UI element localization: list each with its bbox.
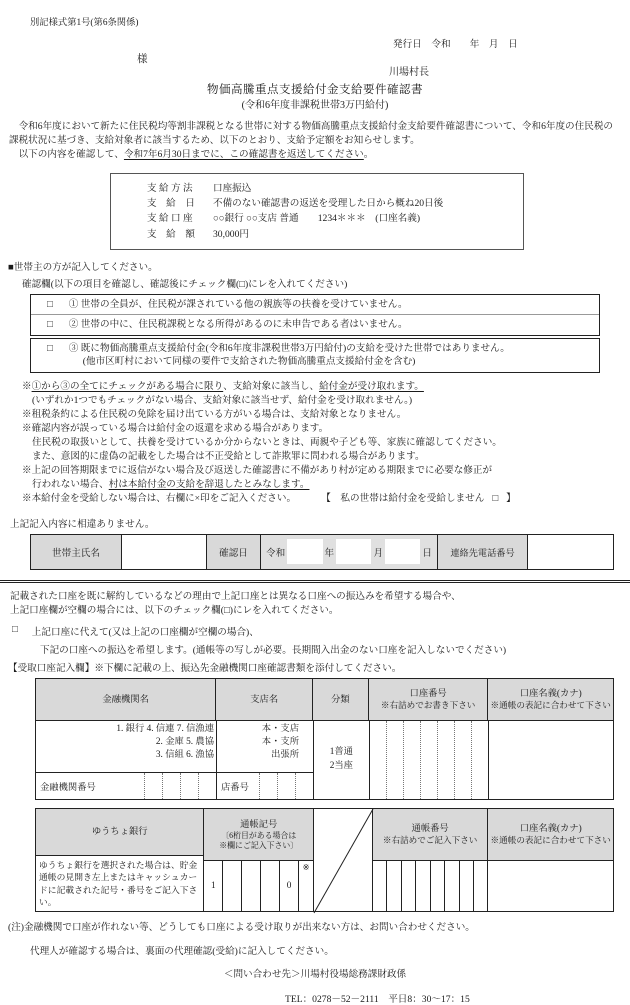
checklist-item-3-line1: ③ 既に物価高騰重点支援給付金(令和6年度非課税世帯3万円給付)の支給を受けた世帯ではありません。 [68, 342, 510, 354]
account-number-header: 口座番号 ※右詰めでお書き下さい [368, 679, 488, 720]
yucho-instruction: ゆうちょ銀行を選択された場合は、貯金通帳の見開き左上またはキャッシュカードに記載された記号・番号をご記入下さい。 [39, 860, 198, 908]
yucho-bank-table [35, 808, 614, 912]
payment-account-row [147, 211, 519, 226]
payment-method-label: 支 給 方 法 [147, 182, 193, 194]
contact-phone: TEL：0278－52－2111 平日8：30～17：15 [285, 994, 470, 1005]
note-eligibility-sub: (いずれか1つでもチェックがない場合、支給対象に該当せず、給付金を受け取れません。) [32, 394, 413, 406]
note-deadline-2: 行われない場合、村は本給付金の支給を辞退したとみなします。 [32, 478, 310, 490]
confirmation-checklist [30, 294, 600, 373]
transfer-paragraph-1: 記載された口座を既に解約しているなどの理由で上記口座とは異なる口座への振込みを希望する場合や、 [10, 590, 461, 602]
institution-header: 金融機関名 [102, 694, 149, 705]
phone-input[interactable] [527, 535, 613, 569]
symbol-note-2: ※欄にご記入下さい〕 [219, 840, 299, 850]
symbol-digit[interactable] [260, 861, 279, 911]
checklist-item-3-line2: (他市区町村において同様の要件で支給された物価高騰重点支援給付金を含む) [82, 356, 416, 368]
type-header: 分類 [312, 679, 368, 720]
payment-date-value: 不備のない確認書の返送を受理した日から概ね20日後 [213, 197, 444, 209]
confirm-column-instruction: 確認欄(以下の項目を確認し、確認後にチェック欄(□)にレを入れてください) [22, 278, 348, 290]
month-suffix: 月 [373, 547, 384, 559]
payment-account-value: ○○銀行 ○○支店 普通 1234＊＊＊ (口座名義) [213, 213, 421, 225]
checkbox-item-2[interactable]: □ [47, 319, 53, 331]
branch-options[interactable]: 本・支店 本・支所 出張所 [216, 721, 313, 772]
passbook-number-digit[interactable] [473, 861, 487, 911]
yucho-bank-label: ゆうちょ銀行 [36, 809, 203, 856]
passbook-number-digit[interactable] [386, 861, 400, 911]
account-number-digit[interactable] [437, 721, 454, 799]
checklist-item-3 [31, 339, 599, 372]
yucho-account-name-header: 口座名義(カナ) ※通帳の表記に合わせて下さい [488, 809, 613, 861]
form-code: 別記様式第1号(第6条関係) [30, 18, 139, 28]
symbol-digit[interactable]: 1 [211, 881, 216, 892]
institution-options[interactable]: 1. 銀行 4. 信連 7. 信漁連 2. 金庫 5. 農協 3. 信組 6. 漁協 [116, 724, 214, 760]
year-suffix: 年 [324, 547, 335, 559]
account-number-digit[interactable] [471, 721, 488, 799]
issuer-name: 川場村長 [389, 67, 429, 78]
checklist-box-3 [30, 338, 600, 373]
passbook-number-digit[interactable] [444, 861, 458, 911]
institution-branch-column [36, 721, 313, 799]
intro-paragraph [9, 120, 621, 163]
alternate-account-checkbox[interactable]: □ [12, 624, 18, 636]
checkbox-item-1[interactable]: □ [47, 298, 53, 310]
note-family-check: 住民税の取扱いとして、扶養を受けているか分からないときは、両親や子ども等、家族に確認してください。 [32, 436, 502, 448]
account-name-note: ※通帳の表記に合わせて下さい [490, 700, 611, 711]
intro-deadline-suffix: 。 [363, 149, 374, 161]
householder-section-heading: ■世帯主の方が記入してください。 [8, 261, 158, 273]
account-name-input[interactable] [488, 721, 613, 799]
checklist-item-2 [31, 314, 599, 334]
form-body [0, 120, 630, 1005]
symbol-digit[interactable] [222, 861, 241, 911]
passbook-number-digit[interactable] [430, 861, 444, 911]
account-number-note: ※右詰めでお書き下さい [380, 700, 476, 711]
decline-bracket: 【 私の世帯は給付金を受給しません □ 】 [326, 492, 516, 504]
passbook-number-column [372, 809, 488, 911]
issue-date: 発行日 令和 年 月 日 [393, 39, 518, 50]
transfer-paragraph-2: 上記口座欄が空欄の場合には、以下のチェック欄(□)にレを入れてください。 [10, 605, 339, 617]
checklist-item-3-text [69, 342, 510, 369]
confirm-date-cell [260, 535, 437, 569]
account-number-digit[interactable] [420, 721, 437, 799]
checklist-item-2-text: ② 世帯の中に、住民税課税となる所得があるのに未申告である者はいません。 [68, 319, 408, 331]
branch-number-label: 店番号 [221, 783, 249, 794]
year-input[interactable] [287, 539, 322, 563]
account-name-header: 口座名義(カナ) ※通帳の表記に合わせて下さい [487, 679, 613, 720]
bank-table-body [36, 721, 613, 799]
note-fraud: また、意図的に虚偽の記載をした場合は不正受給として詐欺罪に問われる場合があります。 [32, 450, 425, 462]
payment-summary-box [110, 173, 524, 250]
bank-table-header [36, 679, 613, 721]
payment-date-row [147, 196, 519, 211]
note-refund: ※確認内容が誤っている場合は給付金の返還を求める場合があります。 [22, 422, 329, 434]
notes-block [22, 380, 630, 506]
passbook-number-input [373, 861, 488, 911]
bank-account-table [35, 678, 614, 800]
institution-number-label: 金融機関番号 [40, 783, 96, 794]
passbook-number-header: 通帳番号 ※右詰めでご記入下さい [373, 809, 488, 861]
payment-method-row [147, 181, 519, 196]
passbook-number-digit[interactable] [373, 861, 386, 911]
yucho-account-name-input[interactable] [488, 861, 613, 911]
account-entry-heading: 【受取口座記入欄】※下欄に記載の上、振込先金融機関口座確認書類を添付してください。 [8, 663, 402, 675]
passbook-number-note: ※右詰めでご記入下さい [382, 835, 478, 846]
payment-amount-label: 支 給 額 [147, 228, 195, 240]
alternate-account-text-2: 下記の口座への振込を希望します。(通帳等の写しが必要。長期間入出金のない口座を記入しないでください) [40, 645, 507, 657]
intro-text: 令和6年度において新たに住民税均等割非課税となる世帯に対する物価高騰重点支援給付金支給要件確認書について、令和6年度の住民税の課税状況に基づき、支給対象者に該当するため、以下のとおり、支給予定額をお知らせします。 [9, 121, 614, 147]
yucho-account-name-column [487, 809, 613, 911]
branch-number-digit[interactable] [295, 773, 313, 799]
branch-header: 支店名 [215, 679, 312, 720]
institution-number-digit[interactable] [162, 773, 180, 799]
branch-number-cell [216, 773, 313, 799]
note-decline: ※本給付金を受給しない場合は、右欄に×印をご記入ください。 【 私の世帯は給付金を受給しません □ 】 [22, 492, 516, 504]
symbol-digit[interactable]: 0 [279, 861, 298, 911]
payment-account-label: 支 給 口 座 [147, 213, 193, 225]
diagonal-line [314, 809, 373, 913]
householder-table [30, 534, 614, 570]
symbol-note-1: 〔6桁目がある場合は [221, 830, 297, 840]
householder-name-label: 世帯主氏名 [31, 535, 121, 569]
passbook-symbol-input [204, 861, 313, 911]
payment-amount-value: 30,000円 [213, 228, 249, 240]
passbook-symbol-column [203, 809, 313, 911]
institution-number-digit[interactable] [144, 773, 162, 799]
checkbox-item-3[interactable]: □ [47, 342, 53, 354]
account-number-digit[interactable] [370, 721, 386, 799]
yucho-account-name-note: ※通帳の表記に合わせて下さい [490, 835, 611, 846]
phone-label: 連絡先電話番号 [437, 535, 527, 569]
institution-branch-number-row [36, 772, 313, 799]
institution-number-digit[interactable] [198, 773, 216, 799]
checklist-item-1 [31, 295, 599, 314]
alternate-account-text: 上記口座に代えて(又は上記の口座欄が空欄の場合)、 [31, 627, 259, 639]
passbook-symbol-header: 通帳記号 〔6桁目がある場合は ※欄にご記入下さい〕 [204, 809, 313, 861]
month-input[interactable] [336, 539, 371, 563]
footer-note: (注)金融機関で口座が作れない等、どうしても口座による受け取りが出来ない方は、お問い合わせください。 [8, 922, 475, 934]
passbook-number-digit[interactable] [401, 861, 415, 911]
note-tax-treaty: ※租税条約による住民税の免除を届け出ている方がいる場合は、支給対象となりません。 [22, 408, 407, 420]
section-divider [0, 580, 630, 583]
branch-number-digit[interactable] [277, 773, 295, 799]
confirm-date-label: 確認日 [206, 535, 260, 569]
decline-checkbox[interactable]: □ [492, 492, 499, 504]
householder-name-input[interactable] [121, 535, 206, 569]
alternate-account-check-row [12, 624, 630, 638]
institution-number-digit[interactable] [180, 773, 198, 799]
note-eligibility: ※①から③の全てにチェックがある場合に限り、支給対象に該当し、給付金が受け取れます。 [22, 380, 424, 392]
payment-method-value: 口座振込 [213, 182, 252, 194]
declaration-text: 上記記入内容に相違ありません。 [10, 518, 155, 530]
era-label: 令和 [266, 547, 286, 559]
passbook-number-digit[interactable] [459, 861, 473, 911]
diagonal-divider-cell [313, 809, 372, 911]
day-input[interactable] [385, 539, 420, 563]
symbol-digit[interactable] [241, 861, 260, 911]
day-suffix: 日 [422, 547, 432, 559]
intro-deadline-underlined: 令和7年6月30日までに、この確認書を返送してください [123, 149, 364, 161]
note-deadline-1: ※上記の回答期限までに返信がない場合及び返送した確認書に不備があり村が定める期限までに必要な修正が [22, 464, 493, 476]
symbol-extra-digit[interactable]: ※ [298, 861, 313, 911]
footer-agent-note: 代理人が確認する場合は、裏面の代理確認(受給)に記入してください。 [30, 946, 334, 958]
contact-info: ＜問い合わせ先＞川場村役場総務課財政係 [223, 969, 407, 981]
payment-amount-row [147, 227, 519, 242]
page-title: 物価高騰重点支援給付金支給要件確認書 [207, 84, 423, 96]
passbook-number-digit[interactable] [415, 861, 429, 911]
institution-branch-options-row [36, 721, 313, 772]
checklist-box-1-2 [30, 294, 600, 336]
page-subtitle: (令和6年度非課税世帯3万円給付) [241, 100, 389, 111]
account-type-options[interactable]: 1普通 2当座 [313, 721, 369, 799]
intro-deadline-prefix: 以下の内容を確認して、 [9, 149, 124, 161]
payment-date-label: 支 給 日 [147, 197, 195, 209]
account-number-digit[interactable] [403, 721, 420, 799]
branch-number-digit[interactable] [259, 773, 277, 799]
checklist-item-1-text: ① 世帯の全員が、住民税が課されている他の親族等の扶養を受けていません。 [68, 298, 408, 310]
addressee-suffix: 様 [137, 54, 148, 65]
institution-number-cell [36, 773, 216, 799]
account-number-digit[interactable] [386, 721, 403, 799]
yucho-label-column [36, 809, 203, 911]
account-number-digit[interactable] [454, 721, 471, 799]
account-number-input [369, 721, 488, 799]
